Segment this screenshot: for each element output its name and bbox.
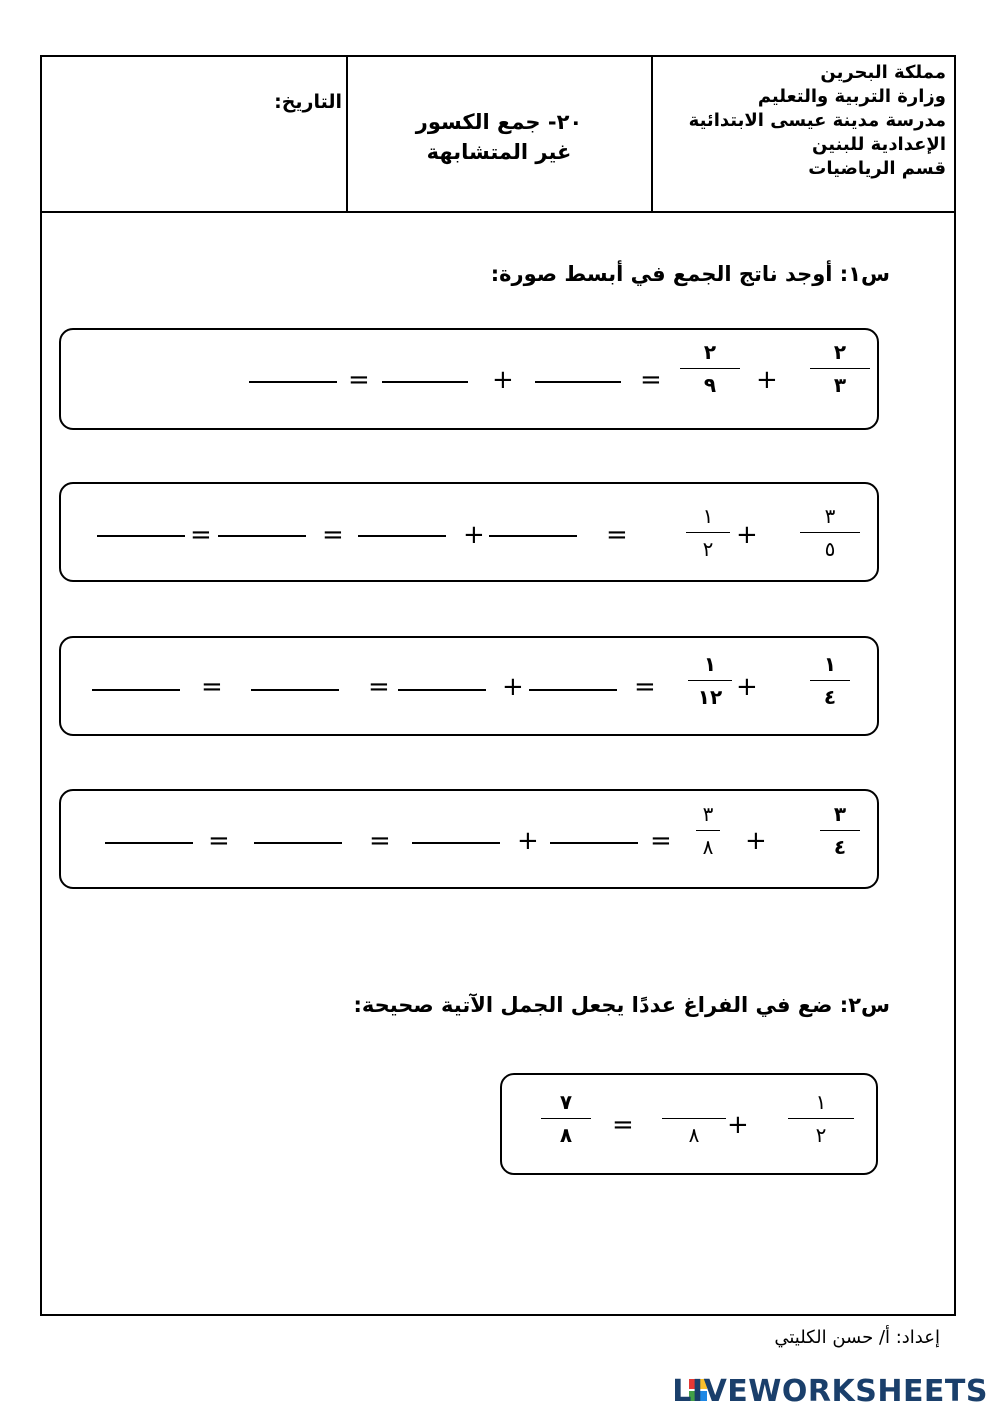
denominator: ٨ (702, 835, 714, 859)
fraction-b (696, 800, 720, 861)
equals-sign: = (369, 826, 391, 856)
numerator: ٢ (703, 340, 717, 364)
school-line: مدرسة مدينة عيسى الابتدائية (688, 110, 946, 131)
answer-blank[interactable] (382, 381, 468, 383)
denominator: ٨ (688, 1123, 700, 1147)
denominator: ٤ (833, 835, 847, 859)
numerator: ٣ (702, 802, 714, 826)
answer-blank[interactable] (535, 381, 621, 383)
numerator: ٧ (559, 1090, 573, 1114)
fraction-a (820, 800, 860, 861)
numerator: ١ (703, 652, 717, 676)
fraction-missing-numerator[interactable] (662, 1088, 726, 1149)
fraction-bar (680, 368, 740, 369)
numerator: ١ (823, 652, 837, 676)
fraction-bar (688, 680, 732, 681)
denominator: ١٢ (697, 685, 723, 709)
school-info (689, 61, 946, 181)
plus-sign: + (463, 520, 485, 550)
numerator: ١ (702, 504, 714, 528)
equals-sign: = (640, 365, 662, 395)
answer-blank[interactable] (249, 381, 337, 383)
fraction-bar (820, 830, 860, 831)
denominator: ٣ (833, 373, 847, 397)
fraction-a (788, 1088, 854, 1149)
fraction-bar (662, 1118, 726, 1119)
equals-sign: = (368, 672, 390, 702)
numerator-blank[interactable] (662, 1088, 726, 1116)
fraction-bar (686, 532, 730, 533)
question-2-prompt: س٢: ضع في الفراغ عددًا يجعل الجمل الآتية صحيحة: (353, 993, 890, 1017)
plus-sign: + (756, 365, 778, 395)
plus-sign: + (736, 520, 758, 550)
equals-sign: = (201, 672, 223, 702)
answer-blank[interactable] (529, 689, 617, 691)
fraction-a (810, 338, 870, 399)
plus-sign: + (745, 826, 767, 856)
fraction-bar (788, 1118, 854, 1119)
fraction-a (800, 502, 860, 563)
numerator: ١ (815, 1090, 827, 1114)
fraction-a (810, 650, 850, 711)
denominator: ٨ (559, 1123, 573, 1147)
answer-blank[interactable] (97, 535, 185, 537)
answer-blank[interactable] (218, 535, 306, 537)
denominator: ٢ (815, 1123, 827, 1147)
title-line: ٢٠- جمع الكسور (415, 110, 583, 134)
answer-blank[interactable] (105, 842, 193, 844)
answer-blank[interactable] (398, 689, 486, 691)
question-1-prompt: س١: أوجد ناتج الجمع في أبسط صورة: (490, 262, 890, 286)
plus-sign: + (517, 826, 539, 856)
liveworksheets-logo[interactable]: LIVEWORKSHEETS (672, 1374, 988, 1409)
equals-sign: = (634, 672, 656, 702)
denominator: ٩ (703, 373, 717, 397)
school-line: وزارة التربية والتعليم (757, 86, 946, 107)
fraction-bar (810, 368, 870, 369)
answer-blank[interactable] (358, 535, 446, 537)
answer-blank[interactable] (92, 689, 180, 691)
fraction-bar (696, 830, 720, 831)
fraction-b (680, 338, 740, 399)
equals-sign: = (612, 1110, 634, 1140)
equals-sign: = (190, 520, 212, 550)
plus-sign: + (502, 672, 524, 702)
school-line: قسم الرياضيات (808, 158, 946, 179)
answer-blank[interactable] (412, 842, 500, 844)
header-divider (42, 211, 954, 213)
school-line: مملكة البحرين (820, 62, 946, 83)
denominator: ٥ (824, 537, 836, 561)
author-credit: إعداد: أ/ حسن الكليتي (774, 1327, 940, 1348)
fraction-bar (541, 1118, 591, 1119)
equals-sign: = (650, 826, 672, 856)
numerator: ٣ (833, 802, 847, 826)
fraction-b (688, 650, 732, 711)
fraction-bar (800, 532, 860, 533)
answer-blank[interactable] (550, 842, 638, 844)
worksheet-title (347, 107, 651, 167)
plus-sign: + (727, 1110, 749, 1140)
numerator: ٢ (833, 340, 847, 364)
header-column-divider (651, 57, 653, 213)
school-line: الإعدادية للبنين (812, 134, 946, 155)
plus-sign: + (492, 365, 514, 395)
fraction-bar (810, 680, 850, 681)
denominator: ٤ (823, 685, 837, 709)
equals-sign: = (348, 365, 370, 395)
plus-sign: + (736, 672, 758, 702)
equals-sign: = (606, 520, 628, 550)
fraction-result (541, 1088, 591, 1149)
date-label: التاريخ: (274, 91, 342, 113)
answer-blank[interactable] (489, 535, 577, 537)
title-line: غير المتشابهة (426, 140, 572, 164)
numerator: ٣ (824, 504, 836, 528)
answer-blank[interactable] (251, 689, 339, 691)
equals-sign: = (322, 520, 344, 550)
fraction-b (686, 502, 730, 563)
answer-blank[interactable] (254, 842, 342, 844)
equals-sign: = (208, 826, 230, 856)
denominator: ٢ (702, 537, 714, 561)
